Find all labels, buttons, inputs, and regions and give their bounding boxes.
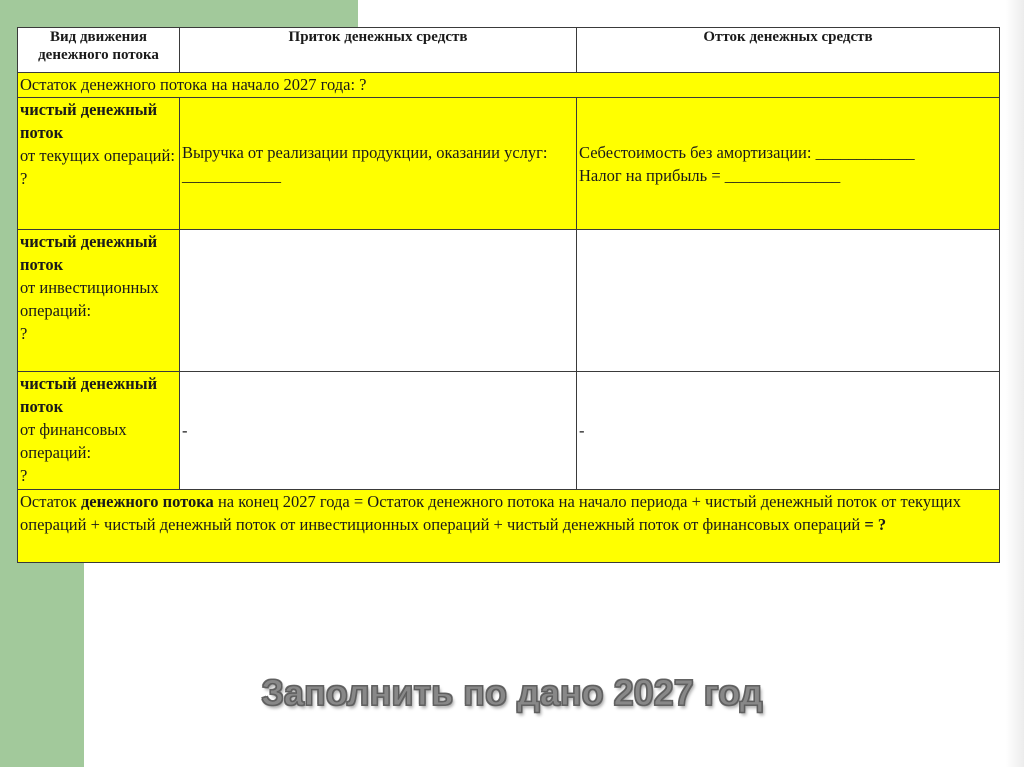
row-label-financing bbox=[18, 372, 180, 490]
row-label-bold: чистый денежный поток bbox=[20, 374, 158, 416]
footer-title: Заполнить по дано 2027 год bbox=[261, 672, 763, 713]
row-label-text: от текущих операций: bbox=[20, 146, 175, 165]
end-balance-row bbox=[18, 490, 1000, 563]
row-label-operating bbox=[18, 98, 180, 230]
start-balance-row bbox=[18, 73, 1000, 98]
row-label-question: ? bbox=[20, 169, 28, 188]
table-row bbox=[18, 98, 1000, 230]
end-balance-text-bold: денежного потока bbox=[80, 492, 214, 511]
investing-inflow-cell bbox=[180, 230, 577, 372]
operating-outflow-cell bbox=[577, 98, 1000, 230]
operating-outflow-line-1: Себестоимость без амортизации: ____________ bbox=[579, 142, 915, 162]
row-label-question: ? bbox=[20, 466, 28, 485]
background-shadow-right bbox=[1006, 0, 1024, 767]
end-balance-text-1: Остаток bbox=[20, 492, 81, 511]
row-label-bold: чистый денежный поток bbox=[20, 232, 158, 274]
end-balance-cell bbox=[18, 490, 1000, 563]
financing-inflow-cell: - bbox=[180, 372, 577, 490]
row-label-text: от инвестиционных операций: bbox=[20, 278, 159, 320]
end-balance-result: = ? bbox=[864, 515, 887, 534]
operating-inflow-text: Выручка от реализации продукции, оказании услуг: ____________ bbox=[182, 142, 548, 185]
header-cash-flow-type: Вид движения денежного потока bbox=[18, 28, 180, 73]
table-header-row bbox=[18, 28, 1000, 73]
row-label-investing bbox=[18, 230, 180, 372]
end-balance-text-2: на конец 2027 года = Остаток денежного потока на начало периода + чистый денежный поток от текущих операций + чистый денежный поток от инвестиционных операций + чистый денежный поток от финансовых операций bbox=[20, 492, 961, 534]
row-label-question: ? bbox=[20, 324, 28, 343]
cash-flow-table bbox=[17, 27, 1000, 563]
row-label-text: от финансовых операций: bbox=[20, 420, 127, 462]
financing-outflow-cell: - bbox=[577, 372, 1000, 490]
investing-outflow-cell bbox=[577, 230, 1000, 372]
start-balance-cell: Остаток денежного потока на начало 2027 года: ? bbox=[18, 73, 1000, 98]
header-inflow: Приток денежных средств bbox=[180, 28, 577, 73]
table-row bbox=[18, 372, 1000, 490]
operating-inflow-cell bbox=[180, 98, 577, 230]
table-row bbox=[18, 230, 1000, 372]
operating-outflow-line-2: Налог на прибыль = ______________ bbox=[579, 165, 841, 185]
row-label-bold: чистый денежный поток bbox=[20, 100, 158, 142]
header-outflow: Отток денежных средств bbox=[577, 28, 1000, 73]
